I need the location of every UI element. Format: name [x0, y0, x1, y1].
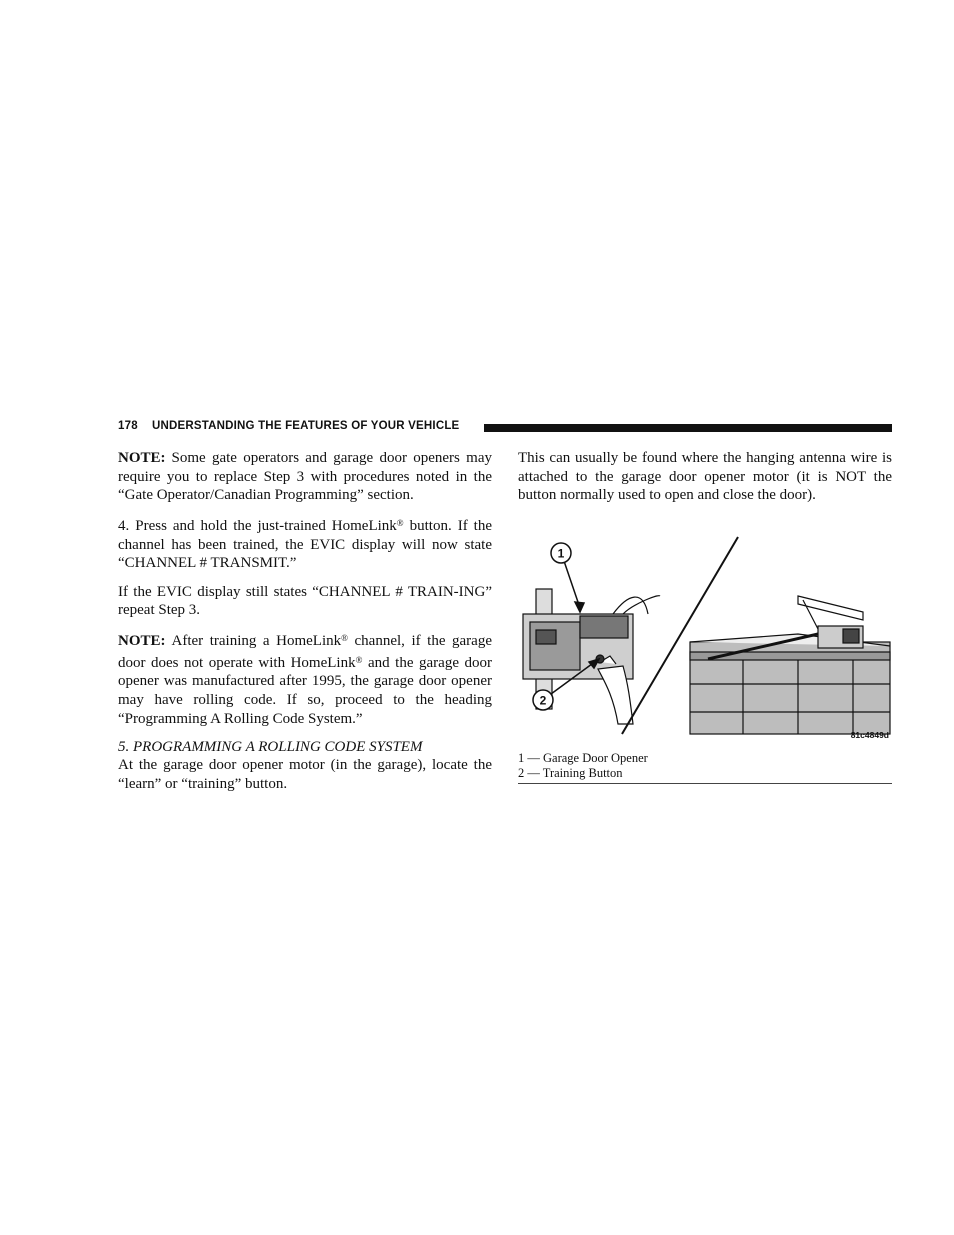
note-gate-operators — [118, 449, 492, 505]
callout-1-label: 1 — [557, 546, 565, 561]
page-number: 178 — [118, 420, 138, 432]
callout-1 — [551, 543, 584, 612]
still-training-paragraph: If the EVIC display still states “CHANNEL # TRAIN-ING” repeat Step 3. — [118, 583, 492, 619]
registered-mark: ® — [396, 518, 404, 529]
note-text-a: After training a HomeLink — [171, 633, 342, 650]
step-4-text-a: 4. Press and hold the just-trained HomeLink — [118, 518, 397, 535]
locate-button-paragraph: At the garage door opener motor (in the garage), locate the “learn” or “training” button. — [118, 757, 492, 792]
header-rule — [484, 424, 892, 432]
note-text-b: channel, if the garage door does not operate with HomeLink — [118, 633, 492, 671]
figure-code: 81c4849d — [850, 730, 889, 740]
garage-opener-illustration — [518, 534, 892, 744]
caption-item-1: 1 — Garage Door Opener — [518, 751, 648, 765]
left-column — [118, 449, 492, 803]
caption-item-2: 2 — Training Button — [518, 765, 623, 780]
garage-scene — [690, 596, 890, 734]
note-rolling-code — [118, 629, 492, 728]
note-label: NOTE: — [118, 633, 166, 650]
note-text-c: and the garage door opener was manufactured after 1995, the garage door opener may have rolling code. If so, proceed to the heading “Programming A Rolling Code System.” — [118, 654, 492, 727]
rolling-code-subheading: 5. PROGRAMMING A ROLLING CODE SYSTEM — [118, 738, 423, 755]
button-location-paragraph: This can usually be found where the hanging antenna wire is attached to the garage door opener motor (it is NOT the button normally used to open and close the door). — [518, 450, 892, 504]
figure-caption — [518, 751, 892, 784]
page-header — [118, 419, 892, 437]
registered-mark: ® — [355, 654, 363, 665]
step-4-paragraph — [118, 514, 492, 573]
right-column — [518, 449, 892, 514]
note-label: NOTE: — [118, 450, 166, 466]
step-4-text-b: button. If the channel has been trained, the EVIC display will now state “CHANNEL # TRANSMIT.” — [118, 518, 492, 572]
registered-mark: ® — [341, 633, 348, 644]
note-text: Some gate operators and garage door openers may require you to replace Step 3 with procedures noted in the “Gate Operator/Canadian Programming” section. — [118, 450, 492, 504]
callout-2-label: 2 — [539, 693, 547, 708]
section-title: UNDERSTANDING THE FEATURES OF YOUR VEHICLE — [152, 420, 460, 432]
